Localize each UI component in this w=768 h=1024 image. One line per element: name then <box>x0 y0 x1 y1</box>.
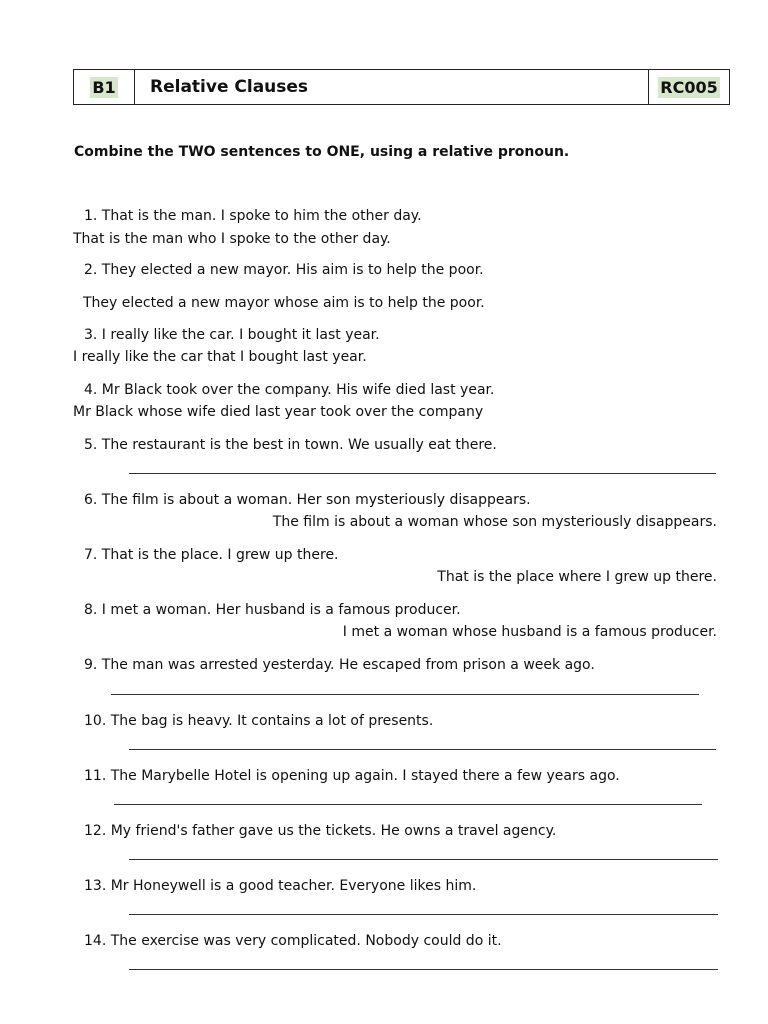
answer-blank-12 <box>129 859 718 860</box>
question-13: 13. Mr Honeywell is a good teacher. Everyone likes him. <box>84 878 477 894</box>
question-9: 9. The man was arrested yesterday. He escaped from prison a week ago. <box>84 657 595 673</box>
level-cell <box>74 70 135 104</box>
answer-blank-9 <box>111 694 699 695</box>
worksheet-code: RC005 <box>660 77 718 97</box>
question-7: 7. That is the place. I grew up there. <box>84 547 339 563</box>
worksheet-header <box>73 69 730 105</box>
code-cell <box>649 70 729 104</box>
question-3: 3. I really like the car. I bought it last year. <box>84 327 380 343</box>
answer-4: Mr Black whose wife died last year took over the company <box>73 404 484 420</box>
question-4: 4. Mr Black took over the company. His wife died last year. <box>84 382 495 398</box>
answer-1: That is the man who I spoke to the other day. <box>73 231 391 247</box>
answer-7: That is the place where I grew up there. <box>437 569 717 585</box>
instruction: Combine the TWO sentences to ONE, using a relative pronoun. <box>74 144 570 160</box>
question-14: 14. The exercise was very complicated. Nobody could do it. <box>84 933 502 949</box>
level-badge: B1 <box>92 77 116 97</box>
question-2: 2. They elected a new mayor. His aim is to help the poor. <box>84 262 484 278</box>
question-10: 10. The bag is heavy. It contains a lot of presents. <box>84 713 434 729</box>
answer-blank-5 <box>129 473 716 474</box>
question-11: 11. The Marybelle Hotel is opening up again. I stayed there a few years ago. <box>84 768 620 784</box>
question-12: 12. My friend's father gave us the tickets. He owns a travel agency. <box>84 823 557 839</box>
title-cell <box>135 70 649 104</box>
question-8: 8. I met a woman. Her husband is a famous producer. <box>84 602 461 618</box>
question-6: 6. The film is about a woman. Her son mysteriously disappears. <box>84 492 531 508</box>
answer-blank-14 <box>129 969 718 970</box>
answer-8: I met a woman whose husband is a famous producer. <box>342 624 717 640</box>
answer-6: The film is about a woman whose son mysteriously disappears. <box>272 514 717 530</box>
question-1: 1. That is the man. I spoke to him the other day. <box>84 208 422 224</box>
worksheet-title: Relative Clauses <box>150 77 309 97</box>
answer-blank-10 <box>129 749 716 750</box>
answer-blank-13 <box>129 914 718 915</box>
question-5: 5. The restaurant is the best in town. We usually eat there. <box>84 437 497 453</box>
answer-blank-11 <box>114 804 702 805</box>
answer-3: I really like the car that I bought last year. <box>73 349 367 365</box>
answer-2: They elected a new mayor whose aim is to help the poor. <box>83 295 485 311</box>
